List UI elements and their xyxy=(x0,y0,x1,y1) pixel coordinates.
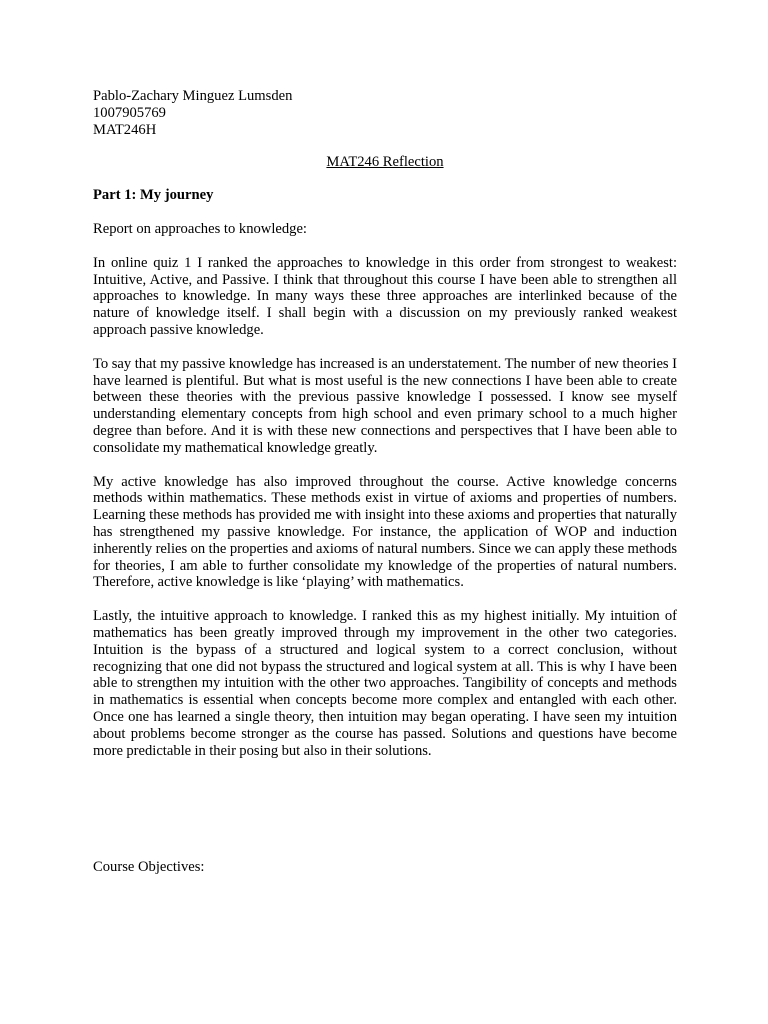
paragraph-ranking: In online quiz 1 I ranked the approaches to knowledge in this order from strongest to weakest: Intuitive, Active, and Passive. I think that throughout this course I have been able to strengthen all approaches to knowledge. In many ways these three approaches are interlinked because of the nature of knowledge itself. I shall begin with a discussion on my previously ranked weakest approach passive knowledge. xyxy=(93,254,677,338)
student-id: 1007905769 xyxy=(93,104,166,121)
paragraph-intuitive-knowledge: Lastly, the intuitive approach to knowledge. I ranked this as my highest initially. My intuition of mathematics has been greatly improved through my improvement in the other two categories. Intuition is the bypass of a structured and logical system to a correct conclusion, without recognizing that one did not bypass the structured and logical system at all. This is why I have been able to strengthen my intuition with the other two approaches. Tangibility of concepts and methods in mathematics is essential when concepts become more complex and entangled with each other. Once one has learned a single theory, then intuition may began operating. I have seen my intuition about problems become stronger as the course has passed. Solutions and questions have become more predictable in their posing but also in their solutions. xyxy=(93,608,677,759)
author-name: Pablo-Zachary Minguez Lumsden xyxy=(93,88,293,104)
document-page xyxy=(93,88,677,759)
paragraph-active-knowledge: My active knowledge has also improved throughout the course. Active knowledge concerns methods within mathematics. These methods exist in virtue of axioms and properties of numbers. Learning these methods has provided me with insight into these axioms and properties that naturally has strengthened my passive knowledge. For instance, the application of WOP and induction inherently relies on the properties and axioms of natural numbers. Since we can apply these methods for theories, I am able to further consolidate my knowledge of the properties of natural numbers. Therefore, active knowledge is like ‘playing’ with mathematics. xyxy=(93,473,677,591)
paragraph-passive-knowledge: To say that my passive knowledge has increased is an understatement. The number of new theories I have learned is plentiful. But what is most useful is the new connections I have been able to create between these theories with the previous passive knowledge I possessed. I know see myself understanding elementary concepts from high school and even primary school to a much higher degree than before. And it is with these new connections and perspectives that I have been able to consolidate my mathematical knowledge greatly. xyxy=(93,355,677,456)
subheading-approaches: Report on approaches to knowledge: xyxy=(93,220,307,237)
section-heading-part1: Part 1: My journey xyxy=(93,187,214,204)
course-code: MAT246H xyxy=(93,121,157,138)
course-objectives-heading: Course Objectives: xyxy=(93,859,205,875)
document-title: MAT246 Reflection xyxy=(326,154,444,171)
